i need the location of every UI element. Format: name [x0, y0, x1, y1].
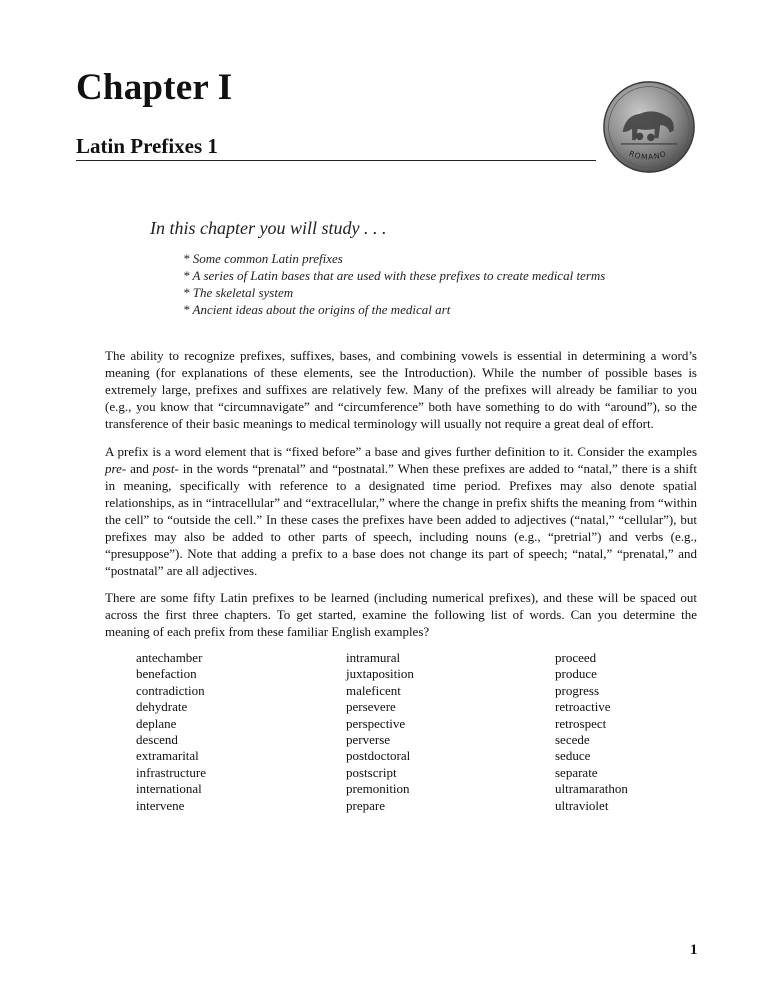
word-list-item: separate — [555, 764, 598, 780]
paragraph-text: and — [126, 461, 153, 476]
intro-list — [183, 250, 605, 318]
word-list-column — [346, 650, 414, 814]
word-list-item: retroactive — [555, 699, 611, 715]
chapter-title: Chapter I — [76, 67, 233, 108]
word-list-item: extramarital — [136, 748, 199, 764]
word-list-item: contradiction — [136, 682, 205, 698]
word-list-item: postscript — [346, 764, 397, 780]
roman-coin-image — [602, 80, 696, 174]
body-paragraph — [105, 589, 697, 640]
coin-inscription: ROMANO — [627, 148, 668, 162]
intro-list-item: * The skeletal system — [183, 285, 294, 300]
word-list-item: juxtaposition — [346, 666, 414, 682]
word-list-item: ultraviolet — [555, 797, 609, 813]
word-list-item: postdoctoral — [346, 748, 411, 764]
italic-term: post- — [152, 461, 179, 476]
word-list-item: produce — [555, 666, 597, 682]
paragraph-text: There are some fifty Latin prefixes to be learned (including numerical prefixes), and these will be spaced out across the first three chapters. To get started, examine the following list of words. Can you determine the meaning of each prefix from these familiar English examples? — [105, 590, 697, 639]
body-paragraph — [105, 443, 697, 579]
word-list-column — [555, 650, 628, 814]
word-list-item: maleficent — [346, 682, 401, 698]
word-list-item: descend — [136, 732, 178, 748]
paragraph-text: The ability to recognize prefixes, suffixes, bases, and combining vowels is essential in determining a word’s meaning (for explanations of these elements, see the Introduction). While the number of possible bases is extremely large, prefixes and suffixes are relatively few. Many of the prefixes will already be familiar to you (e.g., you know that “circumnavigate” and “circumference” both have something to do with “around”), so the transference of their basic meanings to medical terminology will usually not require a great deal of effort. — [105, 348, 697, 431]
word-list-item: infrastructure — [136, 764, 207, 780]
intro-heading: In this chapter you will study . . . — [150, 218, 387, 238]
word-list-item: dehydrate — [136, 699, 188, 715]
word-list-item: ultramarathon — [555, 781, 628, 797]
word-list-item: perspective — [346, 715, 406, 731]
word-list-item: progress — [555, 682, 600, 698]
word-list-item: secede — [555, 732, 590, 748]
word-list-item: benefaction — [136, 666, 197, 682]
word-list-item: retrospect — [555, 715, 607, 731]
intro-list-item: * Some common Latin prefixes — [183, 251, 343, 266]
title-rule — [76, 160, 596, 161]
paragraph-text: in the words “prenatal” and “postnatal.” When these prefixes are added to “natal,” there is a shift in meaning, specifically with reference to a designated time period. Prefixes may also denote spatial relationships, as in “intracellular” and “extracellular,” where the change in prefix shifts the meaning from “within the cell” to “outside the cell.” In these cases the prefixes have been added to adjectives (“natal,” “cellular”), but prefixes may also be added to other parts of speech, including nouns (e.g., “pretrial”) and verbs (e.g., “presuppose”). Note that adding a prefix to a base does not change its part of speech; “natal,” “prenatal,” and “postnatal” are all adjectives. — [105, 461, 697, 578]
word-list-item: premonition — [346, 781, 410, 797]
word-list-item: seduce — [555, 748, 591, 764]
section-title: Latin Prefixes 1 — [76, 134, 218, 158]
word-list-item: prepare — [346, 797, 385, 813]
word-list-item: international — [136, 781, 202, 797]
page-number: 1 — [690, 942, 698, 958]
word-list-item: antechamber — [136, 650, 203, 665]
intro-list-item: * Ancient ideas about the origins of the medical art — [183, 302, 451, 317]
word-list-item: deplane — [136, 715, 177, 731]
word-list-item: proceed — [555, 650, 597, 665]
intro-list-item: * A series of Latin bases that are used with these prefixes to create medical terms — [183, 268, 606, 283]
word-list-item: perverse — [346, 732, 391, 748]
paragraph-text: A prefix is a word element that is “fixed before” a base and gives further definition to it. Consider the examples — [105, 444, 697, 459]
word-list-item: intramural — [346, 650, 401, 665]
italic-term: pre- — [105, 461, 127, 476]
word-list-item: persevere — [346, 699, 396, 715]
word-list-item: intervene — [136, 797, 185, 813]
word-list-column — [136, 650, 206, 814]
body-paragraph — [105, 347, 697, 432]
